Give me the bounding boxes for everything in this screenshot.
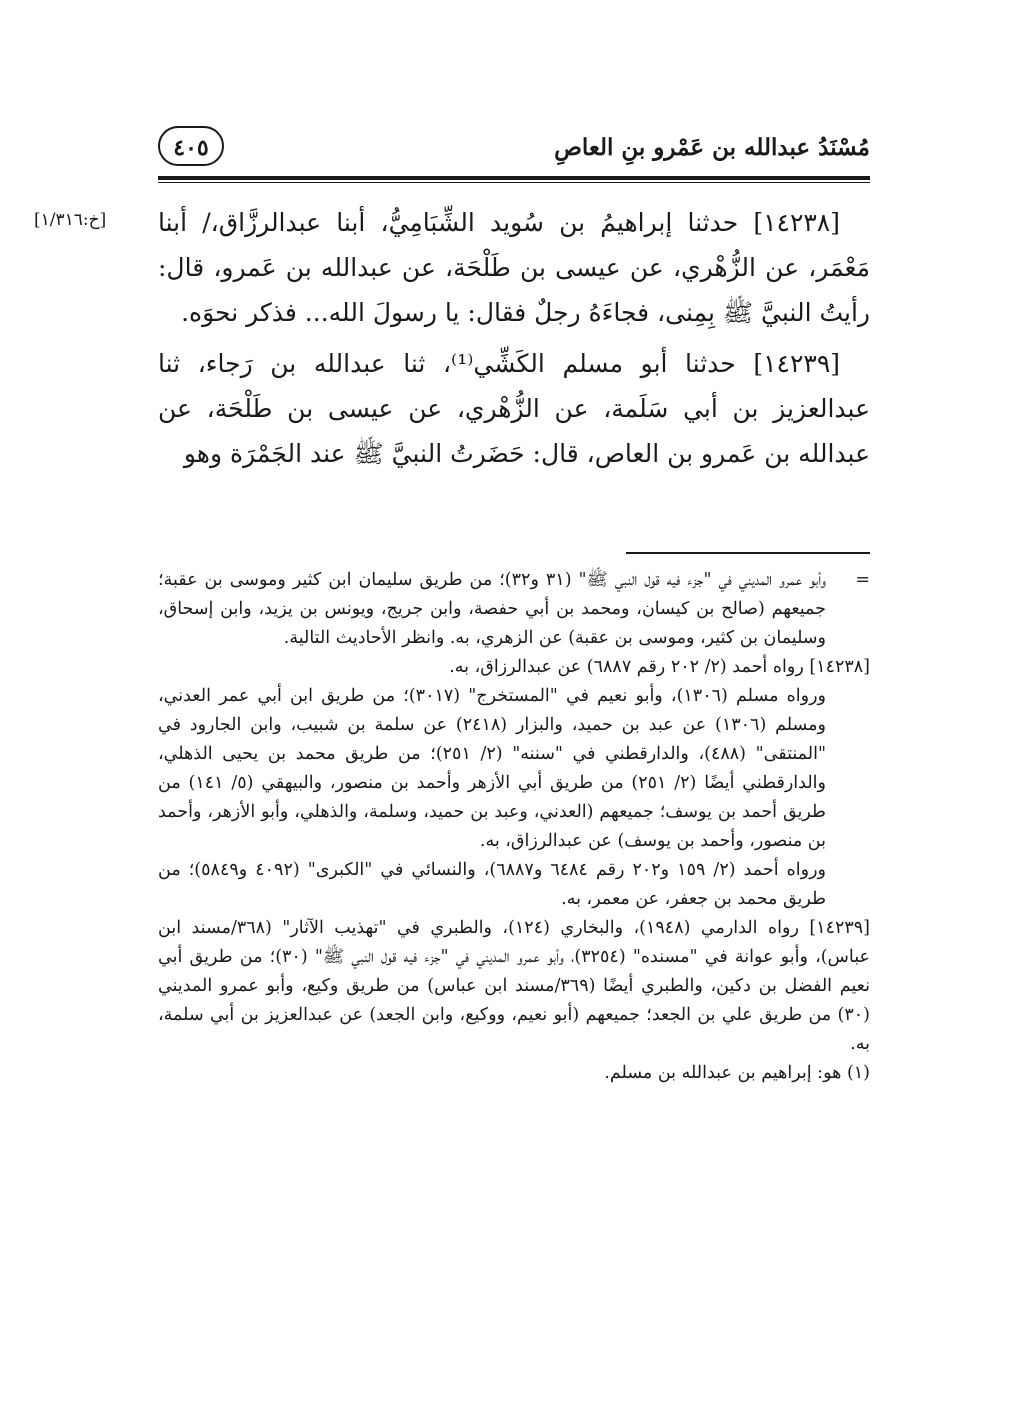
margin-reference: [خ:١/٣١٦]	[34, 210, 107, 230]
footnote-14239: [١٤٢٣٩] رواه الدارمي (١٩٤٨)، والبخاري (١٢٤)، والطبري في "تهذيب الآثار" (٣٦٨/مسند ابن عباس)، وأبو عوانة في "مسنده" (٣٢٥٤)، وأبو عمرو المديني في "جزء فيه قول النبي ﷺ" (٣٠)؛ من طريق أبي نعيم الفضل بن دكين، والطبري أيضًا (٣٦٩/مسند ابن عباس) من طريق وكيع، وأبو عمرو المديني (٣٠) من طريق علي بن الجعد؛ جميعهم (أبو نعيم، ووكيع، وابن الجعد) عن عبدالعزيز بن أبي سلمة، به.	[158, 918, 870, 1054]
running-title: مُسْنَدُ عبدالله بن عَمْرو بنِ العاصِ	[554, 134, 870, 161]
footnote-1	[158, 1059, 870, 1088]
footnote-1-text: هو: إبراهيم بن عبدالله بن مسلم.	[604, 1063, 842, 1083]
hadith-14238-text: [١٤٢٣٨] حدثنا إبراهيمُ بن سُويد الشِّبَامِيُّ، أبنا عبدالرزَّاق،/ أبنا مَعْمَر، عن الزُّهْري، عن عيسى بن طَلْحَة، عن عبدالله بن عَمرو، قال: رأيتُ النبيَّ ﷺ بِمِنى، فجاءَهُ رجلٌ فقال: يا رسولَ الله... فذكر نحوَه.	[158, 208, 870, 327]
footnote-14238-head: [١٤٢٣٨] رواه أحمد (٢/ ٢٠٢ رقم ٦٨٨٧) عن عبدالرزاق، به.	[449, 657, 870, 677]
hadith-14239	[158, 341, 870, 476]
header-rule-thin	[158, 182, 870, 183]
footnote-1-label: (١)	[846, 1063, 870, 1083]
footnote-separator	[626, 552, 870, 554]
header-rule-thick	[158, 176, 870, 180]
footnote-14238-para2: ورواه مسلم (١٣٠٦)، وأبو نعيم في "المستخرج" (٣٠١٧)؛ من طريق ابن أبي عمر العدني، ومسلم (١٣٠٦) عن عبد بن حميد، والبزار (٢٤١٨) عن سلمة بن شبيب، وابن الجارود في "المنتقى" (٤٨٨)، والدارقطني في "سننه" (٢/ ٢٥١)؛ من طريق محمد بن يحيى الذهلي، والدارقطني أيضًا (٢/ ٢٥١) من طريق أبي الأزهر وأحمد بن منصور، والبيهقي (٥/ ١٤١) من طريق أحمد بن يوسف؛ جميعهم (العدني، وعبد بن حميد، وسلمة، والذهلي، وأبو الأزهر، وأحمد بن منصور، وأحمد بن يوسف) عن عبدالرزاق، به.	[158, 686, 826, 851]
page-header	[158, 116, 870, 176]
continuation-marker: =	[855, 570, 870, 590]
footnote-continuation-text: وأبو عمرو المديني في "جزء فيه قول النبي ﷺ" (٣١ و٣٢)؛ من طريق سليمان ابن كثير وموسى بن عقبة؛ جميعهم (صالح بن كيسان، ومحمد بن أبي حفصة، وابن جريج، ويونس بن يزيد، وابن إسحاق، وسليمان بن كثير، وموسى بن عقبة) عن الزهري، به. وانظر الأحاديث التالية.	[158, 570, 826, 648]
page-number: ٤٠٥	[158, 126, 224, 166]
footnotes	[158, 566, 870, 1088]
footnote-continuation	[158, 566, 870, 653]
hadith-14239-text: [١٤٢٣٩] حدثنا أبو مسلم الكَشِّي⁽¹⁾، ثنا عبدالله بن رَجاء، ثنا عبدالعزيز بن أبي سَلَمة، عن الزُّهْري، عن عيسى بن طَلْحَة، عن عبدالله بن عَمرو بن العاص، قال: حَضَرتُ النبيَّ ﷺ عند الجَمْرَة وهو	[158, 349, 870, 468]
main-text	[158, 200, 870, 482]
hadith-14238	[158, 200, 870, 335]
footnote-14238-para3: ورواه أحمد (٢/ ١٥٩ و٢٠٢ رقم ٦٤٨٤ و٦٨٨٧)، والنسائي في "الكبرى" (٤٠٩٢ و٥٨٤٩)؛ من طريق محمد بن جعفر، عن معمر، به.	[158, 860, 826, 909]
